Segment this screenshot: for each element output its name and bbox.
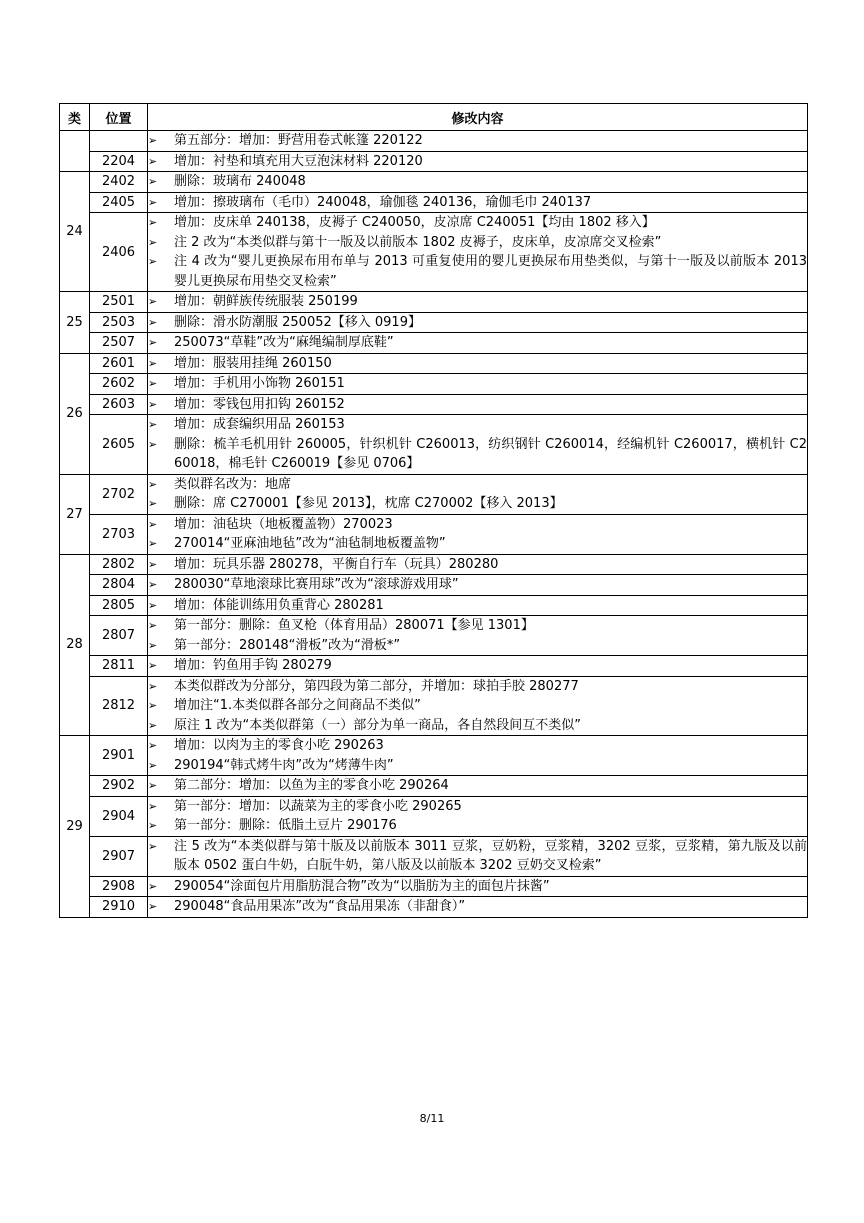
list-item [148,415,807,435]
list-item [148,656,807,676]
content-cell [148,292,808,313]
arrow-bullet-icon: ➢ [148,739,158,752]
arrow-bullet-icon: ➢ [148,216,158,229]
position-cell: 2601 [90,353,148,374]
content-cell [148,554,808,575]
arrow-bullet-icon: ➢ [148,779,158,792]
table-row [60,394,808,415]
amendment-text: 290194“韩式烤牛肉”改为“烤薄牛肉” [174,757,394,773]
position-cell: 2602 [90,374,148,395]
arrow-bullet-icon: ➢ [148,255,158,268]
amendment-text: 增加：皮床单 240138，皮褥子 C240050，皮凉席 C240051【均由 1802 移入】 [174,215,655,230]
list-item [148,596,807,616]
table-row [60,616,808,656]
amendment-text: 250073“草鞋”改为“麻绳编制厚底鞋” [174,335,394,350]
table-row [60,312,808,333]
list-item [148,515,807,535]
arrow-bullet-icon: ➢ [148,659,158,672]
amendment-text: 注 5 改为“本类似群与第十版及以前版本 3011 豆浆，豆奶粉，豆浆精，3202 豆浆，豆浆精，第九版及以前版本 0502 蛋白牛奶，白朊牛奶，第八版及以前版本 3202 豆奶交叉检索” [174,838,807,873]
list-item [148,816,807,836]
list-item [148,172,807,192]
list-item [148,435,807,474]
content-cell [148,312,808,333]
content-cell [148,575,808,596]
arrow-bullet-icon: ➢ [148,619,158,632]
arrow-bullet-icon: ➢ [148,315,158,329]
amendment-text: 第二部分：增加：以鱼为主的零食小吃 290264 [174,778,449,793]
list-item [148,677,807,697]
table-row [60,474,808,514]
arrow-bullet-icon: ➢ [148,718,158,732]
content-cell [148,474,808,514]
arrow-bullet-icon: ➢ [148,235,158,249]
amendment-text: 增加：擦玻璃布（毛巾）240048，瑜伽毯 240136，瑜伽毛巾 240137 [174,194,592,210]
arrow-bullet-icon: ➢ [148,557,158,571]
amendment-text: 第一部分：删除：鱼叉枪（体育用品）280071【参见 1301】 [174,618,534,633]
position-cell: 2702 [90,474,148,514]
arrow-bullet-icon: ➢ [148,638,158,652]
position-cell: 2805 [90,595,148,616]
table-row [60,131,808,152]
list-item [148,837,807,876]
amendment-text: 本类似群改为分部分，第四段为第二部分，并增加：球拍手胶 280277 [174,678,579,694]
table-row [60,796,808,836]
arrow-bullet-icon: ➢ [148,477,158,491]
content-cell [148,595,808,616]
list-item [148,616,807,636]
amendment-text: 270014“亚麻油地毡”改为“油毡制地板覆盖物” [174,536,446,551]
table-row [60,897,808,918]
list-item [148,797,807,817]
table-row [60,292,808,313]
position-cell: 2605 [90,415,148,475]
header-class: 类 [60,104,90,131]
position-cell: 2503 [90,312,148,333]
class-number-cell: 26 [60,353,90,474]
amendment-text: 第一部分：删除：低脂土豆片 290176 [174,818,397,833]
arrow-bullet-icon: ➢ [148,397,158,411]
amendment-text: 280030“草地滚球比赛用球”改为“滚球游戏用球” [174,577,459,592]
arrow-bullet-icon: ➢ [148,336,158,349]
table-header-row [60,104,808,131]
table-row [60,876,808,897]
arrow-bullet-icon: ➢ [148,134,158,147]
arrow-bullet-icon: ➢ [148,195,158,209]
position-cell: 2901 [90,736,148,776]
arrow-bullet-icon: ➢ [148,799,158,813]
amendment-text: 增加：钓鱼用手钩 280279 [174,658,332,673]
table-row [60,333,808,354]
position-cell: 2204 [90,151,148,172]
list-item [148,333,807,353]
content-cell [148,415,808,475]
table-row [60,415,808,475]
amendment-text: 第五部分：增加：野营用卷式帐篷 220122 [174,133,423,148]
amendment-text: 删除：席 C270001【参见 2013】，枕席 C270002【移入 2013】 [174,496,563,511]
content-cell [148,676,808,736]
amendment-text: 增加：成套编织用品 260153 [174,417,345,432]
amendment-text: 增加：玩具乐器 280278，平衡自行车（玩具）280280 [174,556,499,572]
page-number: 8/11 [419,1112,445,1125]
amendment-text: 增加：零钱包用扣钩 260152 [174,396,345,412]
content-cell [148,131,808,152]
list-item [148,494,807,514]
table-row [60,514,808,554]
amendment-text: 删除：玻璃布 240048 [174,174,306,189]
list-item [148,756,807,776]
content-cell [148,776,808,797]
amendment-text: 增加：油毡块（地板覆盖物）270023 [174,516,393,532]
list-item [148,131,807,151]
content-cell [148,514,808,554]
arrow-bullet-icon: ➢ [148,879,158,893]
table-row [60,656,808,677]
list-item [148,575,807,595]
table-row [60,172,808,193]
class-number-cell [60,131,90,172]
position-cell: 2807 [90,616,148,656]
position-cell: 2402 [90,172,148,193]
amendment-text: 删除：梳羊毛机用针 260005，针织机针 C260013，纺织钢针 C260014，经编机针 C260017，横机针 C260018，棉毛针 C260019【参见 0706】 [174,436,807,471]
position-cell: 2907 [90,836,148,876]
amendment-text: 第一部分：增加：以蔬菜为主的零食小吃 290265 [174,798,462,814]
arrow-bullet-icon: ➢ [148,295,158,308]
arrow-bullet-icon: ➢ [148,517,158,531]
content-cell [148,353,808,374]
list-item [148,292,807,312]
list-item [148,233,807,253]
position-cell: 2507 [90,333,148,354]
position-cell: 2802 [90,554,148,575]
list-item [148,152,807,172]
content-cell [148,796,808,836]
table-row [60,836,808,876]
arrow-bullet-icon: ➢ [148,819,158,832]
table-row [60,776,808,797]
list-item [148,534,807,554]
list-item [148,736,807,756]
table-row [60,192,808,213]
class-number-cell: 28 [60,554,90,736]
position-cell: 2703 [90,514,148,554]
position-cell: 2904 [90,796,148,836]
arrow-bullet-icon: ➢ [148,437,158,451]
header-position: 位置 [90,104,148,131]
content-cell [148,876,808,897]
arrow-bullet-icon: ➢ [148,356,158,370]
position-cell: 2804 [90,575,148,596]
content-cell [148,151,808,172]
class-number-cell: 27 [60,474,90,554]
position-cell: 2501 [90,292,148,313]
table-row [60,151,808,172]
position-cell: 2406 [90,213,148,292]
list-item [148,313,807,333]
position-cell: 2902 [90,776,148,797]
table-body [60,131,808,918]
table-row [60,353,808,374]
list-item [148,877,807,897]
class-number-cell: 24 [60,172,90,292]
position-cell: 2908 [90,876,148,897]
list-item [148,213,807,233]
table-row [60,554,808,575]
table-row [60,736,808,776]
table-row [60,213,808,292]
list-item [148,636,807,656]
arrow-bullet-icon: ➢ [148,497,158,510]
list-item [148,354,807,374]
amendment-text: 原注 1 改为“本类似群第（一）部分为单一商品，各自然段间互不类似” [174,717,582,733]
list-item [148,395,807,415]
table-row [60,676,808,736]
arrow-bullet-icon: ➢ [148,699,158,712]
amendment-text: 注 4 改为“婴儿更换尿布用布单与 2013 可重复使用的婴儿更换尿布用垫类似，与第十一版及以前版本 2013 婴儿更换尿布用垫交叉检索” [174,254,807,289]
position-cell: 2812 [90,676,148,736]
amendment-text: 第一部分：280148“滑板”改为“滑板*” [174,637,401,653]
amendment-text: 增加：衬垫和填充用大豆泡沫材料 220120 [174,153,423,169]
content-cell [148,333,808,354]
content-cell [148,213,808,292]
position-cell: 2405 [90,192,148,213]
header-content: 修改内容 [148,104,808,131]
table-row [60,374,808,395]
content-cell [148,656,808,677]
content-cell [148,374,808,395]
content-cell [148,616,808,656]
arrow-bullet-icon: ➢ [148,418,158,431]
amendment-table [59,103,808,918]
content-cell [148,172,808,193]
amendment-text: 290054“涂面包片用脂肪混合物”改为“以脂肪为主的面包片抹酱” [174,878,550,894]
arrow-bullet-icon: ➢ [148,900,158,913]
class-number-cell: 29 [60,736,90,918]
amendment-text: 删除：滑水防潮服 250052【移入 0919】 [174,314,421,330]
list-item [148,193,807,213]
position-cell: 2811 [90,656,148,677]
amendment-text: 增加注“1.本类似群各部分之间商品不类似” [174,698,421,713]
amendment-text: 增加：以肉为主的零食小吃 290263 [174,738,384,753]
arrow-bullet-icon: ➢ [148,154,158,168]
amendment-text: 增加：手机用小饰物 260151 [174,376,345,391]
arrow-bullet-icon: ➢ [148,537,158,550]
arrow-bullet-icon: ➢ [148,679,158,693]
list-item [148,716,807,736]
list-item [148,475,807,495]
arrow-bullet-icon: ➢ [148,377,158,390]
amendment-text: 增加：朝鲜族传统服装 250199 [174,294,358,309]
class-number-cell: 25 [60,292,90,354]
list-item [148,374,807,394]
arrow-bullet-icon: ➢ [148,839,158,853]
list-item [148,555,807,575]
position-cell [90,131,148,152]
list-item [148,897,807,917]
list-item [148,776,807,796]
position-cell: 2910 [90,897,148,918]
list-item [148,696,807,716]
list-item [148,252,807,291]
content-cell [148,192,808,213]
amendment-text: 注 2 改为“本类似群与第十一版及以前版本 1802 皮褥子，皮床单，皮凉席交叉检索” [174,234,662,250]
arrow-bullet-icon: ➢ [148,175,158,188]
table-row [60,575,808,596]
amendment-text: 290048“食品用果冻”改为“食品用果冻（非甜食）” [174,899,466,914]
content-cell [148,836,808,876]
arrow-bullet-icon: ➢ [148,598,158,612]
content-cell [148,394,808,415]
arrow-bullet-icon: ➢ [148,758,158,772]
position-cell: 2603 [90,394,148,415]
amendment-text: 增加：体能训练用负重背心 280281 [174,597,384,613]
amendment-text: 类似群名改为：地席 [174,476,292,492]
table-row [60,595,808,616]
amendment-text: 增加：服装用挂绳 260150 [174,355,332,371]
content-cell [148,897,808,918]
arrow-bullet-icon: ➢ [148,578,158,591]
content-cell [148,736,808,776]
